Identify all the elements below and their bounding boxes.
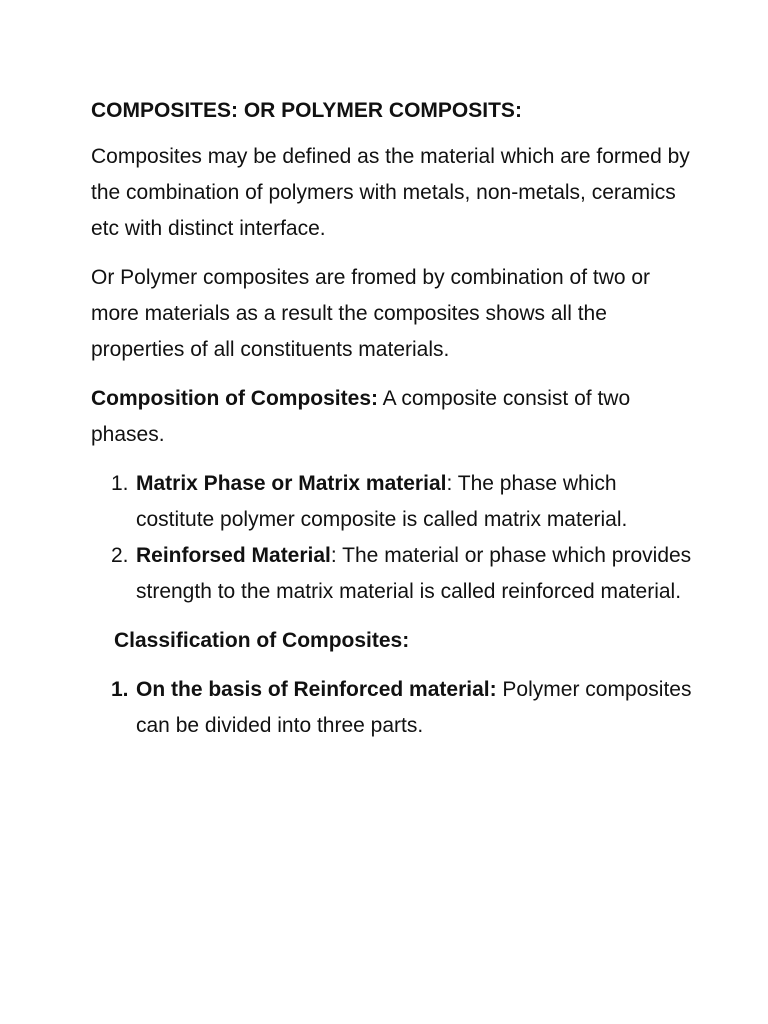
matrix-phase-term: Matrix Phase or Matrix material	[136, 472, 447, 495]
list-item	[91, 538, 698, 610]
list-item	[91, 466, 698, 538]
definition-paragraph: Composites may be defined as the material which are formed by the combination of polymers with metals, non-metals, ceramics etc with distinct interface.	[91, 145, 690, 240]
reinforced-basis-term: On the basis of Reinforced material:	[136, 678, 497, 701]
list-item-number: 1.	[111, 678, 129, 701]
classification-heading: Classification of Composites:	[114, 629, 410, 652]
reinforsed-material-text: : The material or phase which provides strength to the matrix material is called reinforced material.	[136, 544, 692, 603]
alternate-definition-paragraph: Or Polymer composites are fromed by combination of two or more materials as a result the composites shows all the properties of all constituents materials.	[91, 266, 651, 361]
composition-label: Composition of Composites:	[91, 387, 378, 410]
reinforced-basis-text: Polymer composites can be divided into three parts.	[136, 678, 692, 737]
composition-paragraph	[91, 381, 698, 453]
list-item-number: 2.	[111, 544, 129, 567]
list-item-number: 1.	[111, 472, 129, 495]
phase-list	[91, 466, 698, 610]
document-title: COMPOSITES: OR POLYMER COMPOSITS:	[91, 99, 522, 122]
list-item	[91, 672, 698, 744]
matrix-phase-text: : The phase which costitute polymer composite is called matrix material.	[136, 472, 628, 531]
composition-text: A composite consist of two phases.	[91, 387, 631, 446]
reinforsed-material-term: Reinforsed Material	[136, 544, 331, 567]
classification-list	[91, 672, 698, 744]
